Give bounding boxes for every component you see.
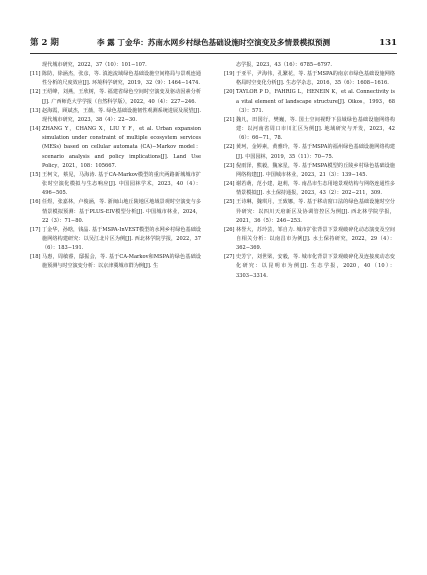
reference-number: [14] [30, 126, 41, 133]
references-column-left [30, 61, 201, 272]
reference-text: 魏凡，田国行，樊巍，等. 国土空间视野下县域绿色基础设施网络构建：以河南省周口市川汇区为例[J]. 地域研究与开发，2023，42（6）：66−71，78. [236, 116, 395, 142]
reference-item [224, 116, 395, 143]
reference-number: [17] [30, 226, 41, 233]
reference-number: [16] [30, 199, 41, 206]
reference-number: [22] [224, 144, 235, 151]
reference-number: [26] [224, 226, 235, 233]
references-column-right [224, 61, 395, 281]
reference-number: [21] [224, 116, 235, 123]
reference-item [224, 198, 395, 225]
issue-number: 第 2 期 [30, 38, 59, 48]
reference-number: [11] [30, 71, 41, 78]
reference-item [224, 70, 395, 88]
reference-item [30, 125, 201, 171]
reference-item [30, 61, 201, 70]
reference-text: ZHANG Y，CHANG X，LIU Y F，et al. Urban expansion simulation under constraint of multiple ecosystem services (MESs) based on cellular automata (CA)−Markov model：scenario analysis and policy implications[J]. Land Use Policy，2021，108：105667. [42, 126, 201, 169]
reference-text: 态学报，2023，43（16）：6785−6797. [236, 62, 332, 68]
reference-text: 黄珂，金婷素，黄雅玲，等. 基于MSPA的福州绿色基础设施网络构建[J]. 中国园林，2019，35（11）：70−75. [236, 144, 395, 160]
reference-text: 于亚平，尹海伟，孔繁花，等. 基于MSPA的南京市绿色基础设施网络格局时空变化分析[J]. 生态学杂志，2016，35（6）：1608−1616. [236, 71, 395, 87]
reference-number: [15] [30, 171, 41, 178]
reference-number: [23] [224, 162, 235, 169]
reference-item [224, 61, 395, 70]
reference-item [224, 226, 395, 253]
reference-text: 倪雨泽，熊毅，魏家星，等. 基于MSPA模型的丘陵乡村绿色基础设施网络构建[J]. 中国城市林业，2023，21（3）：139−145. [236, 162, 395, 178]
reference-text: 陈防，徐涵杰，张彦，等. 滇池流域绿色基础设施空间格局与景观连通性分析的尺度效应[J]. 环境科学研究，2019，32（9）：1464−1474. [42, 71, 201, 87]
running-header [30, 36, 397, 50]
reference-item [30, 171, 201, 198]
reference-item [30, 198, 201, 225]
reference-text: 王绍峰，刘燕，王欣树，等. 福建省绿色空间时空演变及驱动因素分析[J]. 广西师范大学学报（自然科学版），2022，40（4）：227−246. [42, 89, 201, 105]
reference-item [30, 253, 201, 271]
reference-item [30, 70, 201, 88]
reference-item [30, 226, 201, 253]
reference-text: 赵海霞，顾斌杰，王薇，等. 绿色基础设施韧性观测系统进展及展望[J]. 现代城市研究，2023，38（4）：22−30. [42, 107, 201, 123]
reference-number: [25] [224, 199, 235, 206]
reference-text: 王柯文，蔡见，马海涛. 基于CA-Markov模型的重庆两路新城城市扩张时空演化模拟与生态响应[J]. 中国园林学术，2023，40（4）：496−505. [42, 171, 201, 197]
reference-text: 史芳宁，刘世梁，安毅，等. 城市化背景下景观破碎化及连接度动态变化研究：以昆明市为例[J]. 生态学报，2020，40（10）：3303−3314. [236, 254, 395, 279]
reference-item [224, 180, 395, 198]
reference-text: 林誉大，苏玲芸，邹自力. 城市扩张背景下景观破碎化动态演变及空间自相关分析：以南昌市为例[J]. 水土保持研究，2022，29（4）：362−369. [236, 226, 395, 252]
reference-item [30, 107, 201, 125]
reference-text: 现代城市研究，2022，37（10）：101−107. [42, 62, 147, 68]
page-number: 131 [379, 38, 397, 48]
reference-text: 丁金华，孙晗，钱晶. 基于MSPA-InVEST模型的水网乡村绿色基础设施网络构建研究：以吴江北片区为例[J]. 西北林学院学报，2022，37（6）：183−191. [42, 226, 201, 252]
reference-item [224, 88, 395, 115]
reference-item [224, 143, 395, 161]
reference-number: [18] [30, 254, 41, 261]
reference-number: [19] [224, 71, 235, 78]
running-title: 李 露 丁金华：苏南水网乡村绿色基础设施时空演变及多情景模拟预测 [96, 38, 331, 47]
header-rule [30, 53, 397, 54]
reference-number: [24] [224, 181, 235, 188]
reference-number: [12] [30, 89, 41, 96]
reference-number: [13] [30, 107, 41, 114]
reference-text: 马惠，周敏睿，邸振会，等. 基于CA-Markov和MSPA的绿色基础设施预测与时空演变分析：以京津冀城市群为例[J]. 生 [42, 254, 201, 270]
reference-text: TAYLOR P D，FAHRIG L，HENEIN K，et al. Connectivity is a vital element of landscape structure[J]. Oikos，1993，68（3）：571. [236, 89, 395, 114]
reference-number: [27] [224, 254, 235, 261]
reference-item [224, 162, 395, 180]
reference-number: [20] [224, 89, 235, 96]
reference-text: 王诗琳，魏琪月，王致娜，等. 基于移动窗口法的绿色基础设施时空分异研究：以四川天府新区及协调管控区为例[J]. 西北林学院学报，2021，36（5）：246−253. [236, 199, 395, 224]
reference-text: 谢若萌，范小建，赵莉，等. 南昌市生态用地景观结构与网络连通性多情景模拟[J]. 水土保持通报，2023，43（2）：202−211，309. [236, 181, 395, 197]
reference-item [224, 253, 395, 280]
reference-text: 任煜，张嘉林，卢俊涵，等. 浙闽山地丘陵地区地域景观时空演变与多情景模拟预测：基于PLUS-EIV模型分析[J]. 中国城市林业，2024，22（3）：71−80. [42, 199, 201, 224]
reference-item [30, 88, 201, 106]
